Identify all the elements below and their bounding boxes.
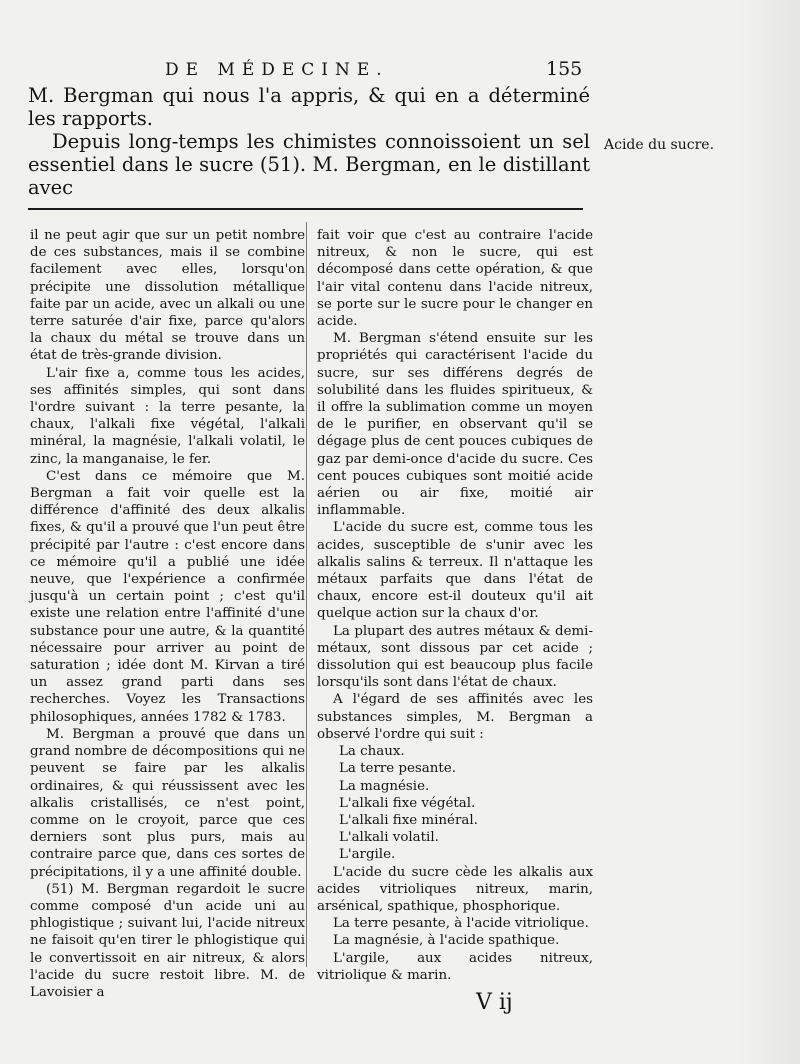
- footnote-rule: [28, 208, 583, 210]
- running-title: DE MÉDECINE.: [165, 60, 389, 80]
- affinity-list-item: La terre pesante.: [339, 761, 456, 777]
- footnote-paragraph: C'est dans ce mémoire que M. Bergman a fait voir quelle est la différence d'affinité des deux alkalis fixes, & qu'il a prouvé que l'un peut être précipité par l'autre : c'est encore dans ce mémoire qu'il a publié une idée neuve, que l'expérience a confirmée jusqu'à un certain point ; c'est qu'il existe une relation entre l'affinité d'une substance pour une autre, & la quantité nécessaire pour arriver au point de saturation ; idée dont M. Kirvan a tiré un assez grand parti dans ses recherches. Voyez les Transactions philosophiques, années 1782 & 1783.: [30, 468, 305, 725]
- signature-mark: V ij: [476, 990, 513, 1015]
- footnote-right-column: [317, 227, 593, 984]
- footnote-paragraph: L'air fixe a, comme tous les acides, ses affinités simples, qui sont dans l'ordre suivant : la terre pesante, la chaux, l'alkali fixe végétal, l'alkali minéral, la magnésie, l'alkali volatil, le zinc, la manganaise, le fer.: [30, 365, 305, 467]
- footnote-paragraph: La plupart des autres métaux & demi-métaux, sont dissous par cet acide ; dissolution qui est beaucoup plus facile lorsqu'ils sont dans l'état de chaux.: [317, 623, 593, 691]
- footnote-paragraph: L'acide du sucre est, comme tous les acides, susceptible de s'unir avec les alkalis salins & terreux. Il n'attaque les métaux parfaits que dans l'état de chaux, encore est-il douteux qu'il ait quelque action sur la chaux d'or.: [317, 520, 593, 622]
- affinity-list-item: L'alkali volatil.: [339, 830, 439, 846]
- affinity-list-item: La chaux.: [339, 744, 405, 760]
- page-number: 155: [546, 58, 583, 80]
- footnote-paragraph: L'acide du sucre cède les alkalis aux acides vitrioliques nitreux, marin, arsénical, spathique, phosphorique.: [317, 864, 593, 914]
- page-edge-shadow: [740, 0, 800, 1064]
- affinity-list-item: L'alkali fixe minéral.: [339, 812, 478, 828]
- footnote-paragraph: fait voir que c'est au contraire l'acide nitreux, & non le sucre, qui est décomposé dans cette opération, & que l'air vital contenu dans l'acide nitreux, se porte sur le sucre pour le changer en acide.: [317, 228, 593, 330]
- footnote-paragraph: il ne peut agir que sur un petit nombre de ces substances, mais il se combine facilement avec elles, lorsqu'on précipite une dissolution métallique faite par un acide, avec un alkali ou une terre saturée d'air fixe, parce qu'alors la chaux du métal se trouve dans un état de très-grande division.: [30, 228, 305, 364]
- top-paragraph: Depuis long-temps les chimistes connoissoient un sel essentiel dans le sucre (51). M. Bergman, en le distillant avec: [28, 130, 590, 199]
- affinity-list-item: L'argile.: [339, 847, 396, 863]
- affinity-list-item: La magnésie.: [339, 778, 430, 794]
- top-text-block: [28, 84, 590, 199]
- footnote-paragraph: (51) M. Bergman regardoit le sucre comme composé d'un acide uni au phlogistique ; suivant lui, l'acide nitreux ne faisoit qu'en tirer le phlogistique qui le convertissoit en air nitreux, & alors l'acide du sucre restoit libre. M. de Lavoisier a: [30, 881, 305, 1000]
- footnote-paragraph: M. Bergman a prouvé que dans un grand nombre de décompositions qui ne peuvent se faire par les alkalis ordinaires, & qui réussissent avec les alkalis cristallisés, ce n'est point, comme on le croyoit, parce que ces derniers sont plus purs, mais au contraire parce que, dans ces sortes de précipitations, il y a une affinité double.: [30, 726, 305, 880]
- footnote-paragraph: La magnésie, à l'acide spathique.: [333, 933, 560, 949]
- margin-note: Acide du sucre.: [604, 137, 715, 153]
- footnote-paragraph: La terre pesante, à l'acide vitriolique.: [333, 916, 589, 932]
- footnote-paragraph: L'argile, aux acides nitreux, vitriolique & marin.: [317, 950, 593, 983]
- footnote-left-column: [30, 227, 305, 1001]
- footnote-paragraph: M. Bergman s'étend ensuite sur les propriétés qui caractérisent l'acide du sucre, sur ses différens degrés de solubilité dans les fluides spiritueux, & il offre la sublimation comme un moyen de le purifier, en observant qu'il se dégage plus de cent pouces cubiques de gaz par demi-once d'acide du sucre. Ces cent pouces cubiques sont moitié acide aérien ou air fixe, moitié air inflammable.: [317, 331, 593, 519]
- top-paragraph: M. Bergman qui nous l'a appris, & qui en a déterminé les rapports.: [28, 84, 590, 130]
- affinity-list-item: L'alkali fixe végétal.: [339, 795, 476, 811]
- footnote-paragraph: A l'égard de ses affinités avec les substances simples, M. Bergman a observé l'ordre qui suit :: [317, 692, 593, 742]
- column-divider: [306, 222, 307, 967]
